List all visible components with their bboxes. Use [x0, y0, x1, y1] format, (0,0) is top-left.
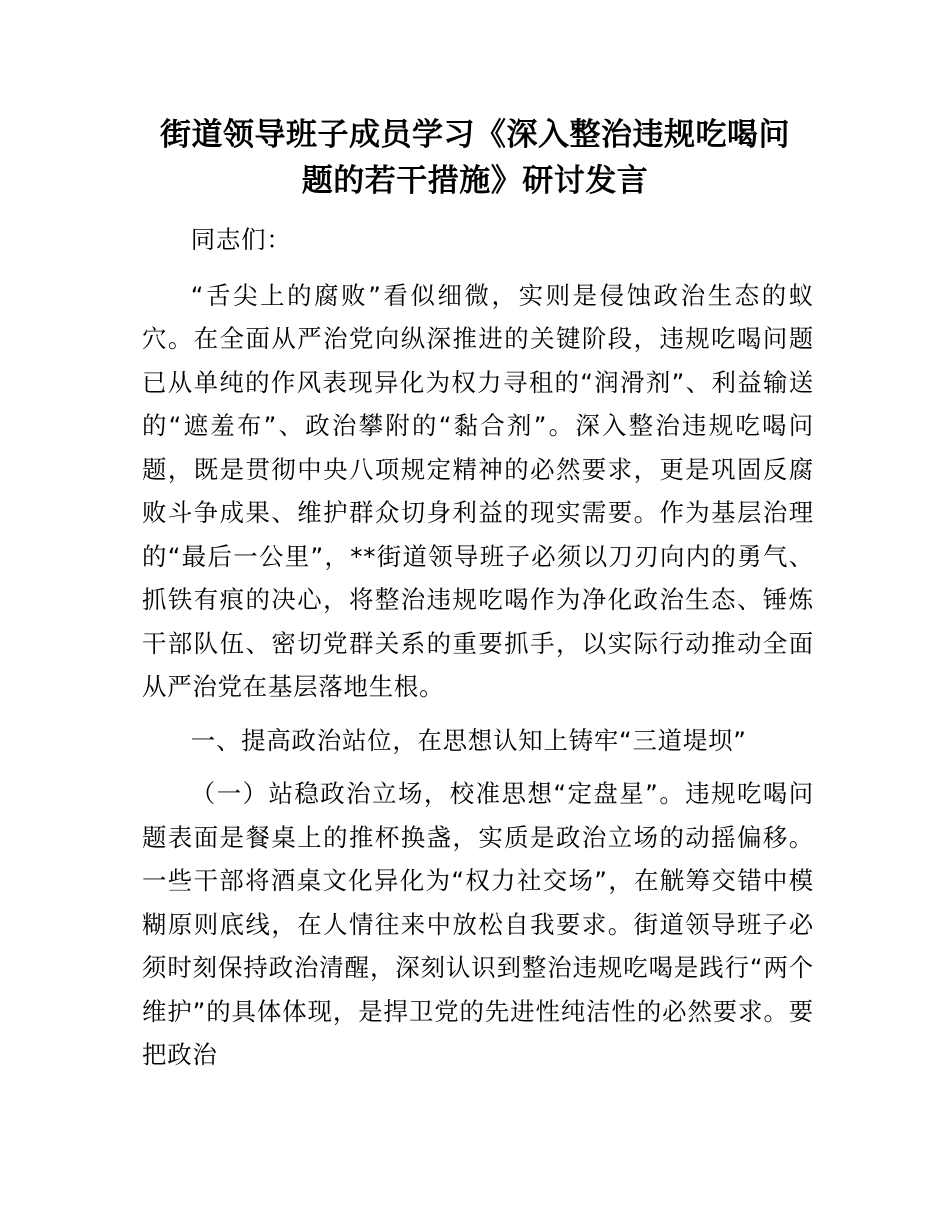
document-title: [140, 112, 810, 204]
section-heading-1: 一、提高政治站位，在思想认知上铸牢“三道堤坝”: [190, 725, 747, 755]
paragraph-intro: “舌尖上的腐败”看似细微，实则是侵蚀政治生态的蚁穴。在全面从严治党向纵深推进的关键阶段，违规吃喝问题已从单纯的作风表现异化为权力寻租的“润滑剂”、利益输送的“遮羞布”、政治攀附的“黏合剂”。深入整治违规吃喝问题，既是贯彻中央八项规定精神的必然要求，更是巩固反腐败斗争成果、维护群众切身利益的现实需要。作为基层治理的“最后一公里”，**街道领导班子必须以刀刃向内的勇气、抓铁有痕的决心，将整治违规吃喝作为净化政治生态、锤炼干部队伍、密切党群关系的重要抓手，以实际行动推动全面从严治党在基层落地生根。: [142, 280, 814, 701]
document-body: [142, 218, 814, 1077]
title-line-2: 题的若干措施》研讨发言: [301, 163, 649, 199]
paragraph-section-1-1: （一）站稳政治立场，校准思想“定盘星”。违规吃喝问题表面是餐桌上的推杯换盏，实质是政治立场的动摇偏移。一些干部将酒桌文化异化为“权力社交场”，在觥筹交错中模糊原则底线，在人情往来中放松自我要求。街道领导班子必须时刻保持政治清醒，深刻认识到整治违规吃喝是践行“两个维护”的具体体现，是捍卫党的先进性纯洁性的必然要求。要把政治: [142, 779, 814, 1069]
title-line-1: 街道领导班子成员学习《深入整治违规吃喝问: [160, 117, 790, 153]
salutation: 同志们：: [190, 225, 292, 254]
